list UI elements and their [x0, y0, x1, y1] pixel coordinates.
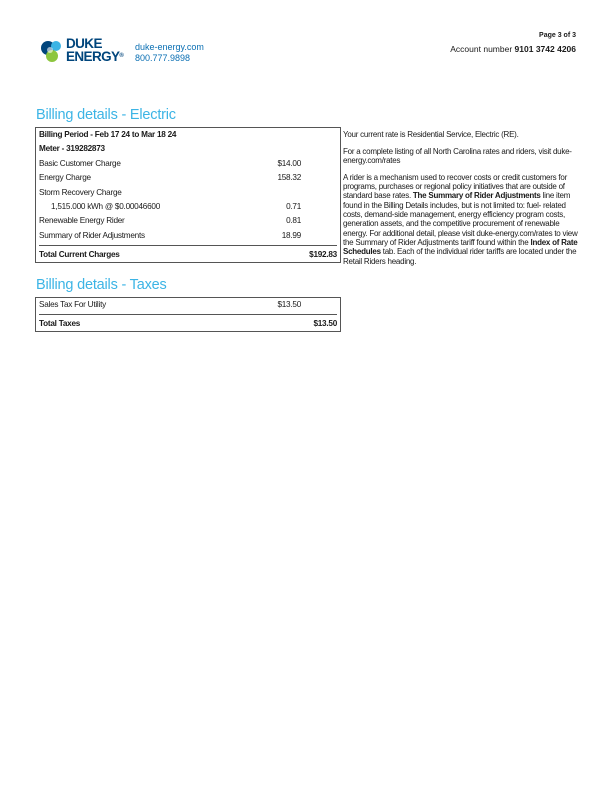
rider-explanation [343, 173, 579, 266]
row-label: Summary of Rider Adjustments [39, 230, 145, 240]
website-link[interactable]: duke-energy.com [135, 42, 204, 52]
account-number-label: Account number [450, 44, 513, 54]
total-row [36, 246, 340, 262]
row-label: Storm Recovery Charge [39, 187, 122, 197]
row-label: 1,515.000 kWh @ $0.00046600 [51, 201, 160, 211]
table-row [36, 214, 340, 228]
logo-line-2: ENERGY [66, 49, 120, 64]
electric-section-title: Billing details - Electric [36, 107, 176, 123]
rider-text-2: line item found in the Billing Details includes, but is not limited to: fuel- related costs, demand-side management, energy efficiency program costs, generation assets, and the competitive procurement of renewable energy. For additional detail, please visit duke-energy.com/rates to view the Summary of Rider Adjustments tariff found within the [343, 191, 578, 247]
taxes-section-title: Billing details - Taxes [36, 277, 167, 293]
rider-text-bold-1: The Summary of Rider Adjustments [412, 191, 541, 201]
row-amount: 0.81 [286, 216, 301, 226]
rider-text-1: A rider is a mechanism used to recover costs or credit customers for programs, purchases or regional policy initiatives that are outside of standard base rates. [343, 172, 567, 201]
page-number: Page 3 of 3 [539, 32, 576, 39]
duke-energy-logo-mark-icon [38, 37, 66, 65]
total-label: Total Current Charges [39, 250, 120, 260]
rider-text-3: tab. Each of the individual rider tariffs are located under the Retail Riders heading. [343, 247, 577, 266]
contact-info [135, 42, 204, 64]
duke-energy-logo [38, 37, 130, 67]
table-row [36, 157, 340, 171]
rate-notes [343, 130, 579, 273]
row-amount: 158.32 [277, 173, 301, 183]
table-row [36, 200, 340, 214]
rates-listing-note: For a complete listing of all North Carolina rates and riders, visit duke-energy.com/rates [343, 146, 572, 166]
row-label: Energy Charge [39, 173, 91, 183]
row-amount: 0.71 [286, 201, 301, 211]
meter-number: Meter - 319282873 [39, 144, 105, 154]
row-amount: 18.99 [281, 230, 301, 240]
total-amount: $13.50 [313, 319, 337, 329]
account-number-line [450, 44, 576, 54]
table-row [36, 171, 340, 185]
row-label: Basic Customer Charge [39, 158, 121, 168]
billing-period: Billing Period - Feb 17 24 to Mar 18 24 [39, 130, 177, 139]
logo-wordmark [66, 37, 123, 63]
table-row [36, 298, 340, 312]
rider-text-bold-2: Index of Rate Schedules [343, 237, 578, 257]
row-amount: $13.50 [277, 300, 301, 309]
row-amount: $14.00 [277, 158, 301, 168]
account-number-value: 9101 3742 4206 [514, 44, 576, 54]
current-rate-note: Your current rate is Residential Service, Electric (RE). [343, 130, 519, 139]
row-label: Sales Tax For Utility [39, 300, 106, 309]
phone-number: 800.777.9898 [135, 53, 191, 63]
logo-registered-mark: ® [119, 53, 124, 59]
total-row [36, 315, 340, 331]
table-row [36, 229, 340, 243]
row-label: Renewable Energy Rider [39, 216, 125, 226]
taxes-details-table [35, 297, 341, 332]
electric-details-table [35, 127, 341, 263]
table-row [36, 186, 340, 200]
logo-line-1: DUKE [66, 36, 102, 51]
total-label: Total Taxes [39, 319, 81, 329]
total-amount: $192.83 [309, 250, 337, 260]
